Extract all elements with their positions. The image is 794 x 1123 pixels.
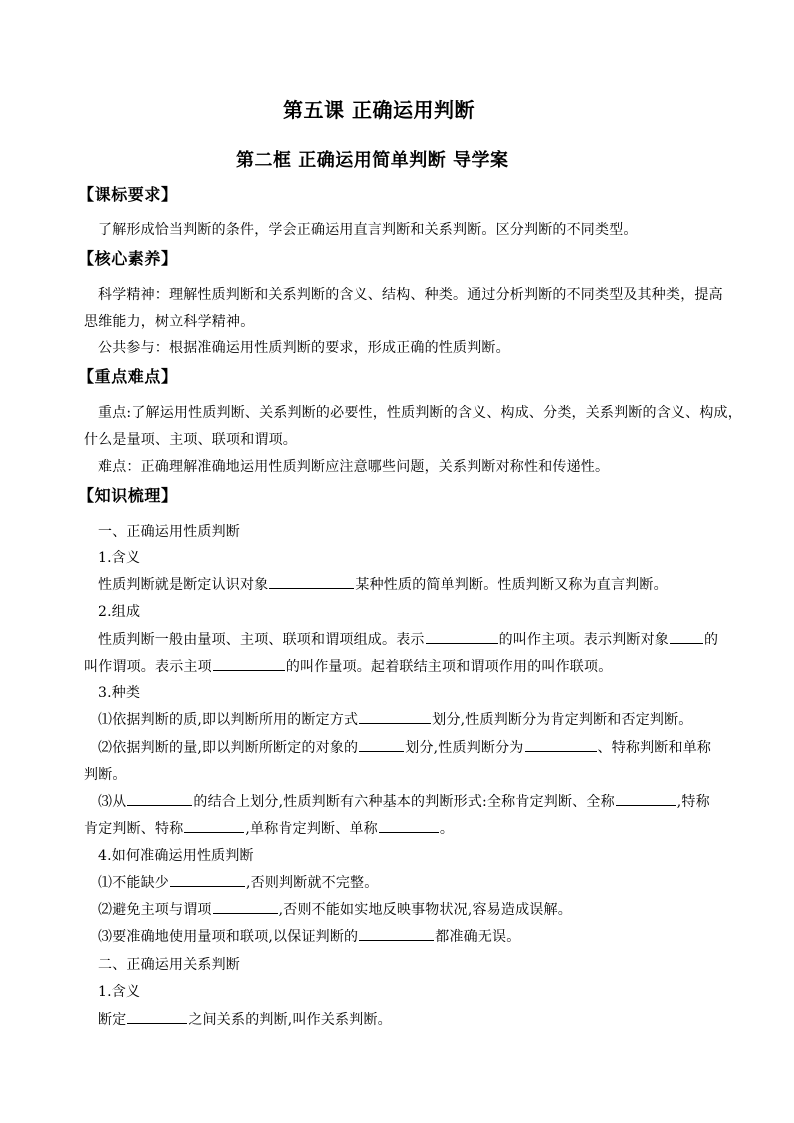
- text-fragment: 、特称判断和单称: [597, 740, 712, 756]
- part1-title: 一、正确运用性质判断: [98, 524, 240, 540]
- text-fragment: 划分,性质判断分为: [405, 740, 524, 756]
- text-fragment: ⑶从: [98, 794, 127, 810]
- text-fragment: 都准确无误。: [435, 929, 521, 945]
- text-fragment: ,单称肯定判断、单称: [245, 821, 378, 837]
- section-heading-zhishi: 【知识梳理】: [78, 486, 178, 505]
- subsection-3-item-1: [98, 711, 693, 729]
- fill-blank[interactable]: [379, 820, 439, 833]
- fill-blank[interactable]: [213, 901, 278, 914]
- text-fragment: 的叫作主项。表示判断对象: [498, 632, 670, 648]
- hexin-paragraph-1a: 科学精神：理解性质判断和关系判断的含义、结构、种类。通过分析判断的不同类型及其种类，提高: [98, 287, 723, 303]
- text-fragment: ,否则判断就不完整。: [246, 875, 379, 891]
- text-fragment: 的叫作量项。起着联结主项和谓项作用的叫作联项。: [285, 659, 613, 675]
- text-fragment: ,否则不能如实地反映事物状况,容易造成误解。: [278, 902, 572, 918]
- subsection-2-line-2: [84, 658, 612, 676]
- text-fragment: 之间关系的判断,叫作关系判断。: [188, 1012, 392, 1028]
- text-fragment: ⑴依据判断的质,即以判断所用的断定方式: [98, 712, 359, 728]
- text-fragment: 性质判断一般由量项、主项、联项和谓项组成。表示: [98, 632, 425, 648]
- fill-blank[interactable]: [213, 658, 285, 671]
- fill-blank[interactable]: [127, 1011, 187, 1024]
- subsection-3-item-2-cont: 判断。: [84, 767, 127, 783]
- text-fragment: 划分,性质判断分为肯定判断和否定判断。: [432, 712, 693, 728]
- section-heading-kebiao: 【课标要求】: [78, 185, 178, 204]
- text-fragment: 。: [439, 821, 455, 837]
- text-fragment: 肯定判断、特称: [84, 821, 184, 837]
- fill-blank[interactable]: [269, 576, 354, 589]
- fill-blank[interactable]: [670, 631, 703, 644]
- text-fragment: ⑵依据判断的量,即以判断所断定的对象的: [98, 740, 359, 756]
- fill-blank[interactable]: [359, 928, 434, 941]
- subsection-3-item-3: [98, 793, 710, 811]
- section-heading-zhongdian: 【重点难点】: [78, 367, 178, 386]
- part2-subsection-1-title: 1.含义: [98, 984, 141, 1000]
- fill-blank[interactable]: [426, 631, 498, 644]
- fill-blank[interactable]: [359, 739, 404, 752]
- zhongdian-paragraph-2: 难点：正确理解准确地运用性质判断应注意哪些问题，关系判断对称性和传递性。: [98, 459, 610, 475]
- text-fragment: 断定: [98, 1012, 127, 1028]
- fill-blank[interactable]: [127, 793, 192, 806]
- zhongdian-paragraph-1a: 重点:了解运用性质判断、关系判断的必要性，性质判断的含义、构成、分类，关系判断的含义、构成，: [98, 405, 742, 421]
- zhongdian-paragraph-1b: 什么是量项、主项、联项和谓项。: [84, 432, 297, 448]
- text-fragment: ⑴不能缺少: [98, 875, 169, 891]
- subsection-2-line-1: [98, 631, 718, 649]
- subsection-4-item-3: [98, 928, 520, 946]
- subsection-1-text: [98, 576, 668, 594]
- fill-blank[interactable]: [616, 793, 676, 806]
- text-fragment: 某种性质的简单判断。性质判断又称为直言判断。: [355, 577, 668, 593]
- subsection-4-title: 4.如何准确运用性质判断: [98, 848, 254, 864]
- part2-title: 二、正确运用关系判断: [98, 957, 240, 973]
- subsection-3-item-2: [98, 739, 711, 757]
- hexin-paragraph-2: 公共参与：根据准确运用性质判断的要求，形成正确的性质判断。: [98, 340, 510, 356]
- subsection-3-item-3-cont: [84, 820, 454, 838]
- subsection-2-title: 2.组成: [98, 604, 141, 620]
- page-subtitle: 第二框 正确运用简单判断 导学案: [236, 150, 509, 171]
- part2-subsection-1-text: [98, 1011, 392, 1029]
- subsection-3-title: 3.种类: [98, 685, 141, 701]
- page-title: 第五课 正确运用判断: [283, 98, 475, 122]
- subsection-4-item-2: [98, 901, 572, 919]
- kebiao-paragraph: 了解形成恰当判断的条件，学会正确运用直言判断和关系判断。区分判断的不同类型。: [98, 222, 638, 238]
- fill-blank[interactable]: [359, 711, 431, 724]
- text-fragment: ⑶要准确地使用量项和联项,以保证判断的: [98, 929, 359, 945]
- subsection-4-item-1: [98, 874, 378, 892]
- text-fragment: ⑵避免主项与谓项: [98, 902, 212, 918]
- fill-blank[interactable]: [170, 874, 245, 887]
- subsection-1-title: 1.含义: [98, 550, 141, 566]
- fill-blank[interactable]: [184, 820, 244, 833]
- text-fragment: ,特称: [676, 794, 710, 810]
- hexin-paragraph-1b: 思维能力，树立科学精神。: [84, 314, 255, 330]
- text-fragment: 叫作谓项。表示主项: [84, 659, 212, 675]
- text-fragment: 的: [704, 632, 719, 648]
- fill-blank[interactable]: [525, 739, 597, 752]
- text-fragment: 的结合上划分,性质判断有六种基本的判断形式:全称肯定判断、全称: [193, 794, 615, 810]
- section-heading-hexin: 【核心素养】: [78, 249, 178, 268]
- text-fragment: 性质判断就是断定认识对象: [98, 577, 269, 593]
